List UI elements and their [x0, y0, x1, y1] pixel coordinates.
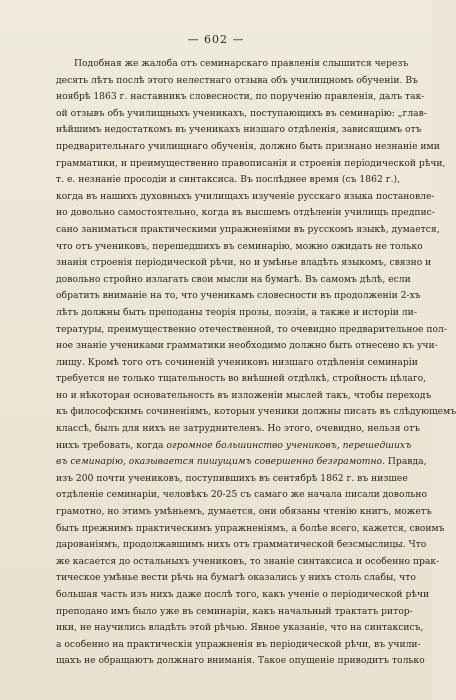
text-line: а особенно на практическія упражненія въ періодической рѣчи, въ учили-	[56, 638, 421, 650]
text-line: тическое умѣнье вести рѣчь на бумагѣ оказались у нихъ столь слабы, что	[56, 572, 416, 584]
text-line: же касается до остальныхъ учениковъ, то знаніе синтаксиса и особенно прак-	[56, 555, 440, 567]
text-line: преподано имъ было уже въ семинаріи, какъ начальный трактатъ ритор-	[56, 605, 413, 617]
text-line: къ философскимъ сочиненіямъ, которыя ученики должны писать въ слѣдующемъ	[56, 406, 456, 418]
emphasized-text: въ семинарію, оказывается пишущимъ совершенно безграмотно.	[56, 456, 388, 468]
text-line: но и нѣкоторая основательность въ изложеніи мыслей такъ, чтобы переходъ	[56, 389, 432, 401]
text-line: десять лѣтъ послѣ этого нелестнаго отзыва объ училищномъ обученіи. Въ	[56, 74, 418, 86]
text-line: что отъ учениковъ, перешедшихъ въ семинарію, можно ожидать не только	[56, 240, 423, 252]
emphasized-text: огромное большинство учениковъ, перешедшихъ	[163, 439, 412, 451]
text-line: нихъ требовать, когда огромное большинство учениковъ, перешедшихъ	[56, 439, 412, 451]
text-line: грамотно, но этимъ умѣньемъ, думается, они обязаны чтенію книгъ, можетъ	[56, 506, 432, 518]
text-line: требуется не только тщательность во внѣшней отдѣлкѣ, стройность цѣлаго,	[56, 373, 427, 385]
text-line: обратить вниманіе на то, что ученикамъ словесности въ продолженіи 2-хъ	[56, 290, 421, 302]
text-line: Подобная же жалоба отъ семинарскаго правленія слышится черезъ	[74, 58, 409, 69]
text-line: щахъ не обращаютъ должнаго вниманія. Такое опущеніе приводитъ только	[56, 655, 425, 667]
page-number: — 602 —	[187, 33, 245, 46]
text-line: но довольно самостоятельно, когда въ высшемъ отдѣленіи училищъ предпис-	[56, 207, 435, 219]
text-line: ноябрѣ 1863 г. наставникъ словесности, по порученію правленія, далъ так-	[56, 91, 425, 103]
text-line: когда въ нашихъ духовныхъ училищахъ изученіе русскаго языка постановле-	[56, 190, 435, 202]
body-text	[56, 56, 456, 670]
text-line: дарованіямъ, продолжавшимъ нихъ отъ грамматической безсмыслицы. Что	[56, 539, 427, 551]
text-line: отдѣленіе семинаріи, человѣкъ 20-25 съ самаго же начала писали довольно	[56, 489, 428, 501]
text-line: ой отзывъ объ училищныхъ ученикахъ, поступающихъ въ семинарію: „глав-	[56, 107, 427, 119]
text-line: т. е. незнаніе просодіи и синтаксиса. Въ послѣднее время (съ 1862 г.),	[56, 174, 400, 186]
text-line: грамматики, и преимущественно правописанія и строенія періодической рѣчи,	[56, 157, 446, 169]
text-line: сано заниматься практическими упражненіями въ русскомъ языкѣ, думается,	[56, 223, 440, 235]
text-line: изъ 200 почти учениковъ, поступившихъ въ сентябрѣ 1862 г. въ низшее	[56, 472, 408, 484]
text-line: въ семинарію, оказывается пишущимъ совершенно безграмотно. Правда,	[56, 456, 427, 468]
text-line: лищу. Кромѣ того отъ сочиненій учениковъ низшаго отдѣленія семинаріи	[56, 356, 418, 368]
text-line: нѣйшимъ недостаткомъ въ ученикахъ низшаго отдѣленія, зависящимъ отъ	[56, 124, 422, 136]
text-line: большая часть изъ нихъ даже послѣ того, какъ ученіе о періодической рѣчи	[56, 589, 430, 600]
text-line: довольно стройно излагать свои мысли на бумагѣ. Въ самомъ дѣлѣ, если	[56, 273, 411, 285]
text-line: ики, не научились владѣть этой рѣчью. Явное указаніе, что на синтаксисъ,	[56, 622, 424, 634]
text-line: тературы, преимущественно отечественной, то очевидно предварительное пол-	[56, 323, 448, 335]
text-line: классѣ, былъ для нихъ не затруднителенъ. Но этого, очевидно, нельзя отъ	[56, 423, 420, 435]
text-line: знанія строенія періодической рѣчи, но и умѣнье владѣть языкомъ, связно и	[56, 257, 432, 269]
text-line: предварительнаго училищнаго обученія, должно быть признано незнаніе ими	[56, 140, 440, 152]
text-line: ное знаніе учениками грамматики необходимо должно быть отнесено къ учи-	[56, 340, 438, 352]
text-line: быть прежнимъ практическимъ упражненіямъ, а болѣе всего, кажется, своимъ	[56, 522, 445, 534]
text-line: лѣтъ должны быть преподаны теорія прозы, поэзіи, а также и исторіи ли-	[56, 306, 417, 318]
